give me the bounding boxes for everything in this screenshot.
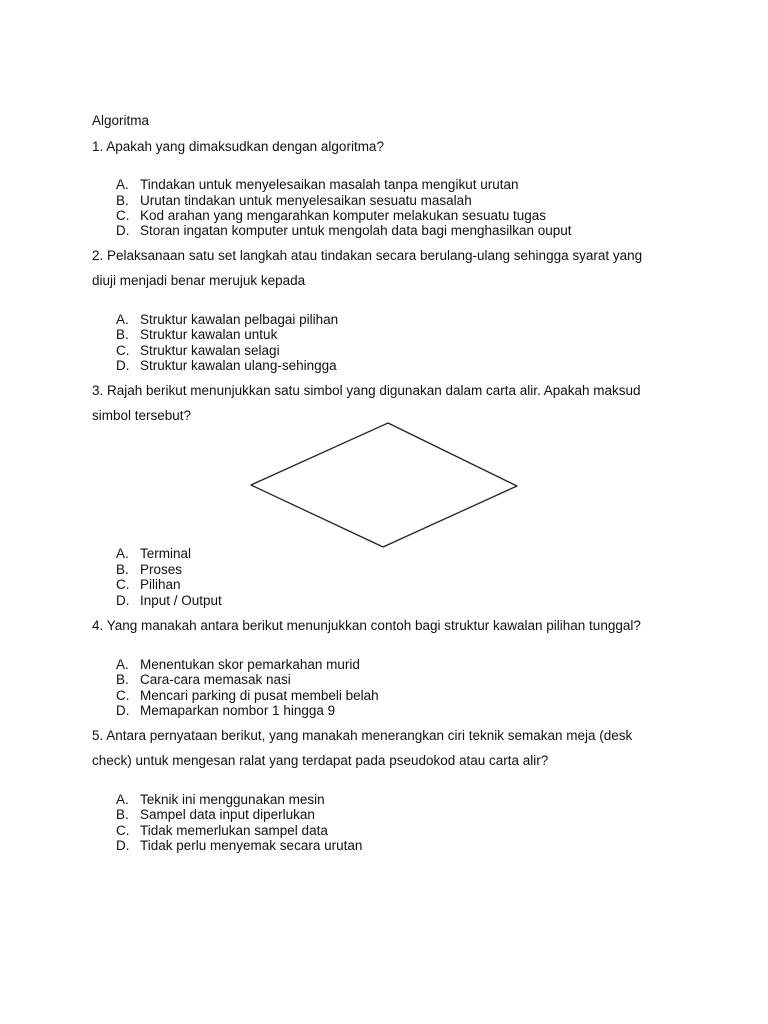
option-text: Tidak memerlukan sampel data (140, 823, 328, 838)
option-letter: B. (116, 562, 129, 577)
question-1-option-b (116, 193, 472, 209)
option-text: Kod arahan yang mengarahkan komputer melakukan sesuatu tugas (140, 208, 547, 223)
question-4-option-c (116, 688, 379, 704)
option-text: Tidak perlu menyemak secara urutan (140, 838, 363, 853)
option-letter: C. (116, 343, 130, 358)
question-2-option-d (116, 358, 337, 374)
question-2-option-b (116, 327, 277, 343)
option-text: Struktur kawalan untuk (140, 327, 278, 342)
question-3-option-b (116, 562, 182, 578)
option-letter: C. (116, 577, 130, 592)
option-letter: A. (116, 792, 129, 807)
option-letter: D. (116, 223, 130, 238)
option-letter: A. (116, 546, 129, 561)
question-3-option-c (116, 577, 181, 593)
option-letter: D. (116, 703, 130, 718)
option-letter: B. (116, 327, 129, 342)
question-5-option-a (116, 792, 325, 808)
option-letter: D. (116, 838, 130, 853)
option-text: Memaparkan nombor 1 hingga 9 (140, 703, 336, 718)
option-letter: C. (116, 823, 130, 838)
question-1-option-d (116, 223, 572, 239)
question-2-stem-line-2: diuji menjadi benar merujuk kepada (92, 273, 306, 288)
option-text: Proses (140, 562, 183, 577)
option-letter: D. (116, 593, 130, 608)
document-title: Algoritma (92, 113, 150, 128)
option-letter: D. (116, 358, 130, 373)
option-text: Teknik ini menggunakan mesin (140, 792, 325, 807)
option-text: Struktur kawalan pelbagai pilihan (140, 312, 339, 327)
option-text: Urutan tindakan untuk menyelesaikan sesuatu masalah (140, 193, 472, 208)
question-1-option-a (116, 177, 518, 193)
option-letter: A. (116, 312, 129, 327)
option-text: Struktur kawalan selagi (140, 343, 280, 358)
question-4-option-d (116, 703, 335, 719)
question-4-stem: 4. Yang manakah antara berikut menunjukkan contoh bagi struktur kawalan pilihan tunggal? (92, 618, 641, 633)
question-3-option-a (116, 546, 191, 562)
question-3-stem-line-2: simbol tersebut? (92, 408, 192, 423)
option-text: Mencari parking di pusat membeli belah (140, 688, 379, 703)
question-2-option-a (116, 312, 338, 328)
option-letter: A. (116, 657, 129, 672)
question-5-option-b (116, 807, 315, 823)
option-text: Menentukan skor pemarkahan murid (140, 657, 360, 672)
question-5-option-d (116, 838, 362, 854)
option-text: Cara-cara memasak nasi (140, 672, 291, 687)
question-3-option-d (116, 593, 222, 609)
option-text: Terminal (140, 546, 192, 561)
option-text: Storan ingatan komputer untuk mengolah data bagi menghasilkan ouput (140, 223, 572, 238)
option-text: Tindakan untuk menyelesaikan masalah tanpa mengikut urutan (140, 177, 519, 192)
option-text: Sampel data input diperlukan (140, 807, 315, 822)
option-letter: B. (116, 672, 129, 687)
question-1-stem: 1. Apakah yang dimaksudkan dengan algoritma? (92, 139, 384, 154)
option-text: Pilihan (140, 577, 181, 592)
option-letter: A. (116, 177, 129, 192)
option-text: Input / Output (140, 593, 222, 608)
question-4-option-b (116, 672, 291, 688)
question-5-option-c (116, 823, 328, 839)
question-5-stem-line-2: check) untuk mengesan ralat yang terdapat pada pseudokod atau carta alir? (92, 753, 549, 768)
question-2-stem-line-1: 2. Pelaksanaan satu set langkah atau tindakan secara berulang-ulang sehingga syarat yang (92, 248, 643, 263)
question-2-option-c (116, 343, 280, 359)
option-letter: B. (116, 193, 129, 208)
option-letter: C. (116, 208, 130, 223)
diamond-decision-symbol (248, 421, 520, 549)
option-text: Struktur kawalan ulang-sehingga (140, 358, 337, 373)
question-5-stem-line-1: 5. Antara pernyataan berikut, yang manakah menerangkan ciri teknik semakan meja (desk (92, 728, 633, 743)
diamond-shape (251, 423, 517, 547)
question-4-option-a (116, 657, 360, 673)
question-3-stem-line-1: 3. Rajah berikut menunjukkan satu simbol yang digunakan dalam carta alir. Apakah maksud (92, 383, 641, 398)
option-letter: B. (116, 807, 129, 822)
option-letter: C. (116, 688, 130, 703)
question-1-option-c (116, 208, 546, 224)
